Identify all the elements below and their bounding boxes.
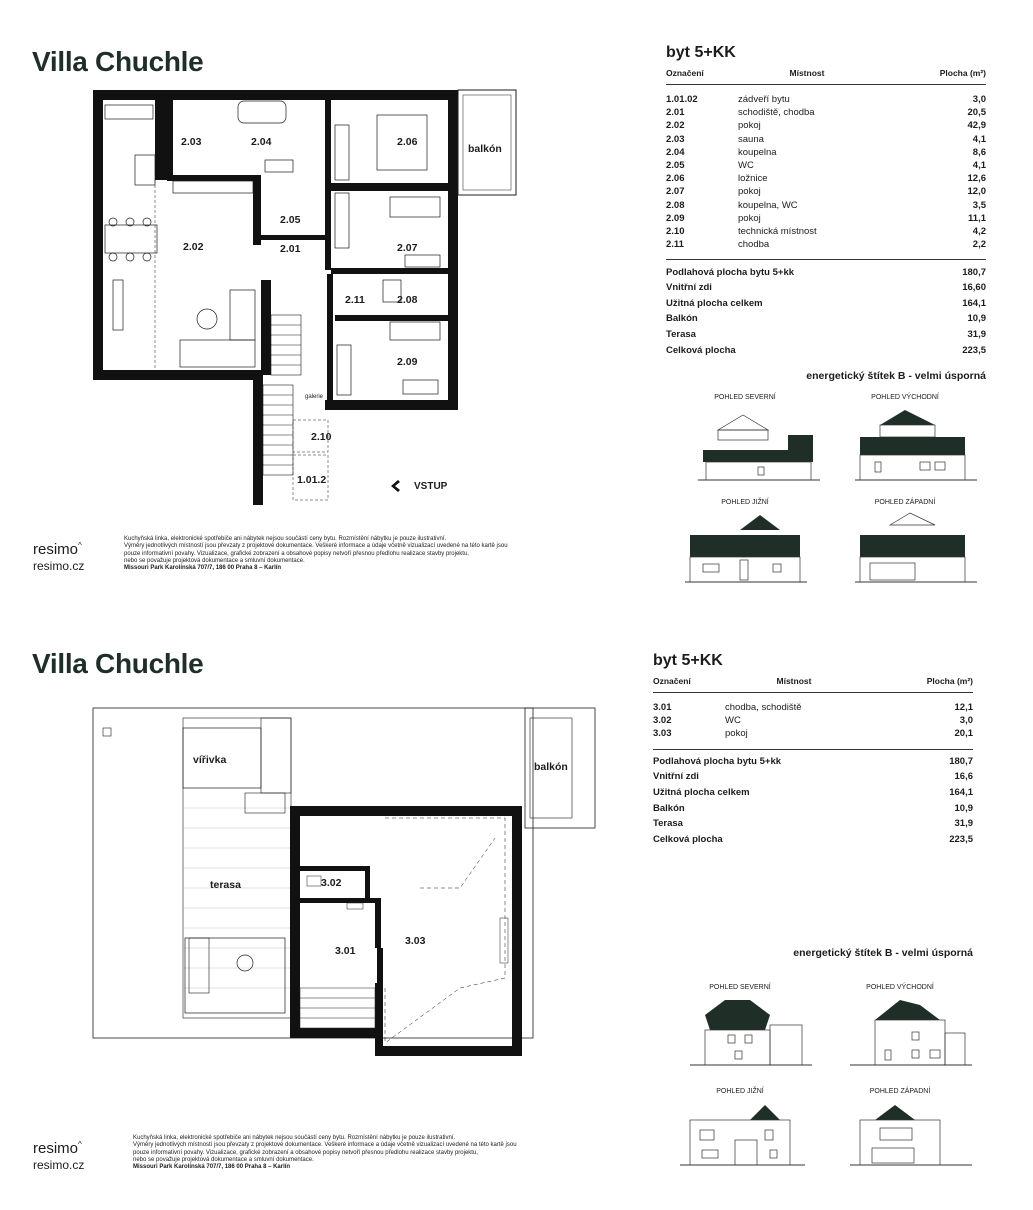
summary-value: 164,1: [962, 297, 986, 309]
cell-room: pokoj: [738, 212, 761, 224]
table-row: [653, 714, 973, 727]
room-2-05: 2.05: [280, 214, 301, 226]
cell-room: schodiště, chodba: [738, 107, 815, 119]
table-row: [666, 133, 986, 146]
disclaimer: [133, 1135, 593, 1171]
summary-row: [653, 754, 973, 770]
room-3-03: 3.03: [405, 935, 426, 947]
cell-id: 2.09: [666, 212, 685, 224]
brand-url: resimo.cz: [33, 1158, 85, 1172]
summary-row: [653, 785, 973, 801]
floor-plan-2: [85, 85, 525, 505]
summary-label: Balkón: [666, 313, 698, 325]
summary-label: Celková plocha: [653, 833, 723, 845]
room-2-11: 2.11: [345, 294, 365, 306]
room-2-02: 2.02: [183, 241, 204, 253]
summary-label: Užitná plocha celkem: [666, 297, 763, 309]
cell-area: 3,0: [972, 94, 986, 106]
cell-room: sauna: [738, 133, 764, 145]
summary-label: Podlahová plocha bytu 5+kk: [653, 755, 782, 767]
disclaimer-address: Missouri Park Karolínská 707/7, 186 00 Praha 8 – Karlín: [133, 1164, 291, 1171]
summary-label: Terasa: [666, 328, 696, 340]
cell-room: pokoj: [725, 728, 748, 740]
summary-row: [653, 816, 973, 832]
energy-label: energetický štítek B - velmi úsporná: [806, 370, 986, 382]
table-row: [666, 185, 986, 198]
summary-value: 10,9: [954, 802, 973, 814]
table-header: [653, 676, 973, 693]
cell-room: chodba: [738, 239, 770, 251]
cell-area: 8,6: [972, 146, 986, 158]
page-title: Villa Chuchle: [32, 46, 204, 77]
col-area: Plocha (m²): [926, 676, 973, 686]
summary-label: Celková plocha: [666, 344, 736, 356]
disclaimer-line-3: pouze informativní povahy. Vizualizace, grafické zobrazení a obsahové popisy netvoří přesnou předlohu realizace stavby projektu,: [124, 550, 469, 557]
table-row: [666, 93, 986, 106]
disclaimer-line-1: Kuchyňská linka, elektronické spotřebiče ani nábytek nejsou součástí ceny bytu. Rozmístění nábytku je pouze ilustrativní.: [133, 1135, 456, 1141]
table-row: [666, 106, 986, 119]
view-label-south: POHLED JIŽNÍ: [721, 499, 769, 506]
summary-value: 223,5: [962, 344, 986, 356]
summary-row: [653, 832, 973, 848]
cell-id: 2.06: [666, 173, 685, 185]
summary-row: [666, 280, 986, 296]
cell-area: 2,2: [972, 239, 986, 251]
cell-id: 2.03: [666, 133, 685, 145]
energy-label: energetický štítek B - velmi úsporná: [793, 947, 973, 959]
cell-room: koupelna: [738, 146, 777, 158]
disclaimer-line-2: Výměry jednotlivých místností jsou převzaty z projektové dokumentace. Veškeré informace a údaje včetně vizualizací uvedené na této kartě jsou: [133, 1142, 517, 1149]
view-label-south: POHLED JIŽNÍ: [716, 1088, 764, 1095]
table-row: [666, 199, 986, 212]
disclaimer-line-4: nebo se považuje projektová dokumentace a smluvní dokumentace.: [124, 557, 305, 564]
area-table-floor-3: [653, 652, 973, 847]
disclaimer-line-4: nebo se považuje projektová dokumentace a smluvní dokumentace.: [133, 1156, 314, 1163]
table-row: [666, 146, 986, 159]
summary-label: Terasa: [653, 818, 683, 830]
view-label-north: POHLED SEVERNÍ: [709, 984, 771, 991]
summary-label: Vnitřní zdi: [666, 282, 712, 294]
elevation-east: [855, 405, 980, 485]
summary-label: Vnitřní zdi: [653, 771, 699, 783]
summary-row: [666, 311, 986, 327]
room-2-08: 2.08: [397, 294, 418, 306]
cell-id: 2.05: [666, 160, 685, 172]
summary-row: [653, 800, 973, 816]
summary-row: [666, 342, 986, 358]
room-2-01: 2.01: [280, 243, 301, 255]
elevation-east: [850, 995, 975, 1075]
summary-value: 180,7: [962, 266, 986, 278]
cell-room: WC: [725, 715, 741, 727]
elevation-north: [690, 995, 815, 1075]
room-balkon: balkón: [468, 143, 502, 155]
cell-room: koupelna, WC: [738, 199, 798, 211]
table-row: [653, 727, 973, 740]
disclaimer-line-1: Kuchyňská linka, elektronické spotřebiče ani nábytek nejsou součástí ceny bytu. Rozmístění nábytku je pouze ilustrativní.: [124, 536, 447, 542]
room-2-07: 2.07: [397, 242, 418, 254]
sheet-floor-2: [0, 0, 1033, 600]
col-id: Označení: [653, 676, 691, 686]
disclaimer-address: Missouri Park Karolínská 707/7, 186 00 Praha 8 – Karlín: [124, 565, 282, 572]
cell-id: 3.01: [653, 702, 672, 714]
table-header: [666, 68, 986, 85]
cell-id: 2.08: [666, 199, 685, 211]
cell-id: 2.01: [666, 107, 685, 119]
cell-area: 42,9: [967, 120, 986, 132]
disclaimer-line-3: pouze informativní povahy. Vizualizace, grafické zobrazení a obsahové popisy netvoří přesnou předlohu realizace stavby projektu,: [133, 1149, 478, 1156]
summary-row: [666, 295, 986, 311]
cell-room: pokoj: [738, 186, 761, 198]
table-row: [666, 159, 986, 172]
col-room: Místnost: [789, 68, 825, 78]
table-row: [666, 119, 986, 132]
cell-area: 20,1: [954, 728, 973, 740]
cell-area: 3,5: [972, 199, 986, 211]
col-room: Místnost: [776, 676, 812, 686]
brand-name: resimo: [33, 1140, 79, 1157]
cell-room: zádveří bytu: [738, 94, 790, 106]
disclaimer: [124, 536, 584, 572]
cell-id: 2.07: [666, 186, 685, 198]
elevation-west: [850, 1100, 975, 1180]
cell-area: 3,0: [959, 715, 973, 727]
cell-area: 11,1: [968, 212, 986, 224]
summary-value: 180,7: [949, 755, 973, 767]
entrance-arrow-icon: [389, 478, 405, 496]
cell-id: 2.10: [666, 225, 685, 237]
room-2-04: 2.04: [251, 136, 272, 148]
room-terasa: terasa: [210, 879, 241, 891]
summary-row: [653, 769, 973, 785]
summary-value: 31,9: [954, 818, 973, 830]
cell-id: 3.03: [653, 728, 672, 740]
area-table-floor-2: [666, 44, 986, 358]
cell-id: 1.01.02: [666, 94, 698, 106]
summary-label: Podlahová plocha bytu 5+kk: [666, 266, 795, 278]
room-2-03: 2.03: [181, 136, 202, 148]
summary-value: 164,1: [949, 787, 973, 799]
cell-room: pokoj: [738, 120, 761, 132]
table-rows: [653, 693, 973, 750]
room-3-02: 3.02: [321, 877, 342, 889]
room-virivka: vířivka: [193, 754, 227, 766]
room-3-01: 3.01: [335, 945, 356, 957]
cell-id: 2.04: [666, 146, 685, 158]
table-row: [666, 212, 986, 225]
cell-area: 12,1: [954, 702, 973, 714]
cell-area: 4,1: [972, 133, 986, 145]
brand-name: resimo: [33, 541, 79, 558]
cell-area: 4,1: [972, 160, 986, 172]
elevation-south: [685, 510, 810, 590]
cell-room: ložnice: [738, 173, 768, 185]
disclaimer-line-2: Výměry jednotlivých místností jsou převzaty z projektové dokumentace. Veškeré informace a údaje včetně vizualizací uvedené na této kartě jsou: [124, 543, 508, 550]
elevation-west: [855, 510, 980, 590]
table-heading: byt 5+KK: [666, 44, 736, 61]
summary-label: Užitná plocha celkem: [653, 787, 750, 799]
col-id: Označení: [666, 68, 704, 78]
table-rows: [666, 85, 986, 260]
table-row: [653, 701, 973, 714]
view-label-east: POHLED VÝCHODNÍ: [871, 394, 939, 401]
table-row: [666, 172, 986, 185]
summary-value: 16,6: [954, 771, 973, 783]
summary-value: 31,9: [967, 328, 986, 340]
brand-logo: resimo^ resimo.cz: [33, 541, 85, 573]
summary-value: 16,60: [962, 282, 986, 294]
view-label-west: POHLED ZÁPADNÍ: [869, 1088, 931, 1095]
cell-room: technická místnost: [738, 225, 817, 237]
summary-label: Balkón: [653, 802, 685, 814]
summary-value: 10,9: [967, 313, 986, 325]
cell-room: chodba, schodiště: [725, 702, 802, 714]
room-balkon: balkón: [534, 761, 568, 773]
table-summary: [653, 750, 973, 848]
elevation-south: [680, 1100, 810, 1180]
room-2-06: 2.06: [397, 136, 418, 148]
table-heading: byt 5+KK: [653, 652, 723, 669]
cell-id: 2.11: [666, 239, 684, 251]
cell-area: 12,0: [967, 186, 986, 198]
floor-plan-3: [85, 698, 605, 1058]
view-label-west: POHLED ZÁPADNÍ: [874, 499, 936, 506]
summary-value: 223,5: [949, 833, 973, 845]
brand-logo: resimo^ resimo.cz: [33, 1140, 85, 1172]
view-label-east: POHLED VÝCHODNÍ: [866, 984, 934, 991]
room-1-01-2: 1.01.2: [297, 474, 327, 486]
cell-id: 3.02: [653, 715, 672, 727]
table-summary: [666, 260, 986, 358]
cell-id: 2.02: [666, 120, 685, 132]
brand-url: resimo.cz: [33, 559, 85, 573]
cell-room: WC: [738, 160, 754, 172]
room-2-09: 2.09: [397, 356, 418, 368]
room-2-10: 2.10: [311, 431, 332, 443]
col-area: Plocha (m²): [939, 68, 986, 78]
table-row: [666, 238, 986, 251]
elevation-north: [698, 405, 823, 485]
cell-area: 12,6: [967, 173, 986, 185]
cell-area: 20,5: [967, 107, 986, 119]
sheet-floor-3: [0, 610, 1033, 1210]
page-title: Villa Chuchle: [32, 648, 204, 679]
cell-area: 4,2: [972, 225, 986, 237]
entrance-label: VSTUP: [414, 481, 448, 492]
view-label-north: POHLED SEVERNÍ: [714, 394, 776, 401]
table-row: [666, 225, 986, 238]
room-galerie: galerie: [305, 394, 324, 400]
summary-row: [666, 264, 986, 280]
summary-row: [666, 327, 986, 343]
